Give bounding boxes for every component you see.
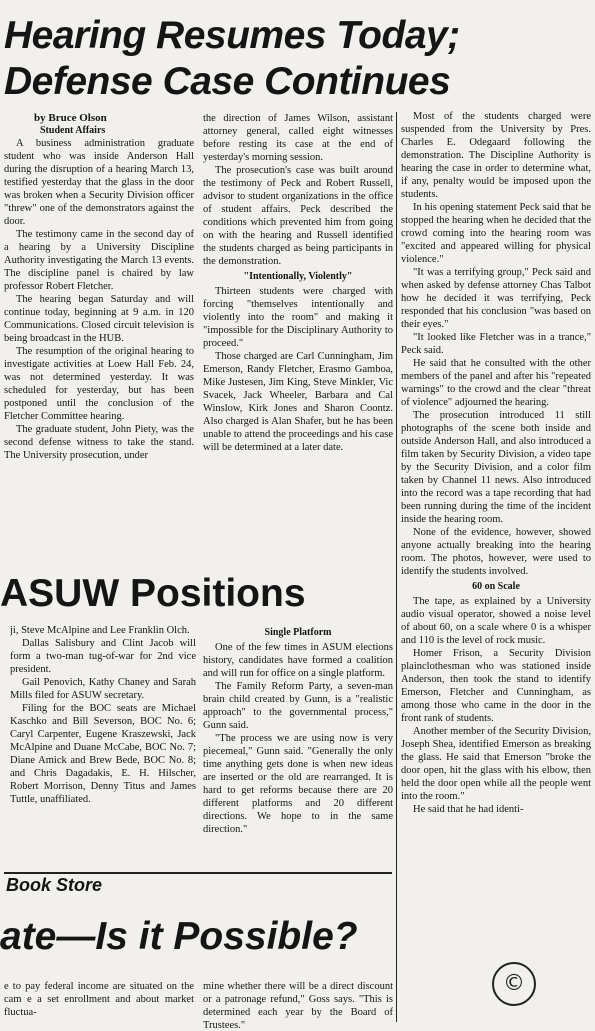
story-column-2 xyxy=(203,112,393,556)
story-paragraph: The hearing began Saturday and will continue today, beginning at 9 a.m. in 120 Communications. Closed circuit television is being broadcast in the HUB. xyxy=(4,294,194,344)
asuw-column-1 xyxy=(10,624,196,870)
story-paragraph: The Family Reform Party, a seven-man brain child created by Gunn, is a "realistic approach" to the governmental process," Gunn said. xyxy=(203,681,393,731)
story-paragraph: He said that he had identi- xyxy=(413,804,524,815)
story-paragraph: "The process we are using now is very piecemeal," Gunn said. "Generally the only time anything gets done is when new ideas are inserted or the old are rearranged. It is hard to get reforms because there are 20 different platforms and 20 different directions. We hope to in the same direction." xyxy=(203,733,393,835)
story-paragraph: The prosecution introduced 11 still photographs of the scene both inside and outside Anderson Hall, and also introduced a film taken by Security Division, a video tape by the Security Division, and a color film taken by Channel 11 news. Also introduced into the record was a tape recording that had been running during the time of the incident inside the hearing room. xyxy=(401,410,591,525)
subhead-intentionally-violently: "Intentionally, Violently" xyxy=(243,271,353,282)
story-paragraph: Gail Penovich, Kathy Chaney and Sarah Mills filed for ASUW secretary. xyxy=(10,677,196,701)
story-paragraph: "It was a terrifying group," Peck said and when asked by defense attorney Chas Talbot how he decided it was terrifying, Peck responded that his conclusion "was based on their eyes." xyxy=(401,267,591,330)
headline-line-2: Defense Case Continues xyxy=(4,60,451,103)
story-paragraph: Another member of the Security Division, Joseph Shea, identified Emerson as breaking the glass. He said that Emerson "broke the door open, hit the glass with his elbow, then held the door open while all the people went into the room." xyxy=(401,726,591,802)
story-paragraph: The prosecution's case was built around the testimony of Peck and Robert Russell, advisor to student organizations in the office of student affairs. Peck described the conditions which prevented him from going on with the hearing and Russell identified the students charged as being participants in the demonstration. xyxy=(203,165,393,267)
story-paragraph: The graduate student, John Piety, was the second defense witness to take the stand. The University prosecution, under xyxy=(4,424,194,461)
story-paragraph: The resumption of the original hearing to investigate activities at Loew Hall Feb. 24, was not determined yesterday. It was scheduled for yesterday, but has been postponed until the conclusion of the Fletcher Committee hearing. xyxy=(4,346,194,422)
story-paragraph: A business administration graduate student who was inside Anderson Hall during the disruption of a hearing March 13, testified yesterday that the glass in the door was broken when a Security Division officer "threw" one of the demonstrators against the door. xyxy=(4,138,194,227)
copyright-stamp-icon: © xyxy=(492,962,536,1006)
story-paragraph: Those charged are Carl Cunningham, Jim Emerson, Randy Fletcher, Erasmo Gamboa, Mike Justesen, Jim King, Steve Minkler, Vic Svacek, Jack Wheeler, Barbara and Cal Winslow, Kirk Jones and Sharon Coontz. Also charged is Alan Shafer, but he has been unable to attend the proceedings and his case will be determined at a later date. xyxy=(203,351,393,453)
byline-name: by Bruce Olson xyxy=(34,112,107,124)
story-paragraph: None of the evidence, however, showed anyone actually breaking into the hearing room. The photos, however, were used to identify the students involved. xyxy=(401,527,591,577)
subhead-single-platform: Single Platform xyxy=(264,627,332,638)
bookstore-kicker: Book Store xyxy=(6,875,103,895)
story-paragraph: Homer Frison, a Security Division plainclothesman who was stationed inside Anderson, then took the stand to identify Emerson, Fletcher and Cunningham, as among those who came in the door in the front rank of students. xyxy=(401,648,591,724)
story-paragraph: The testimony came in the second day of a hearing by a University Discipline Authority investigating the March 13 events. The discipline panel is chaired by law professor Robert Fletcher. xyxy=(4,229,194,292)
story-paragraph: ji, Steve McAlpine and Lee Franklin Olch. xyxy=(10,625,190,636)
story-paragraph: mine whether there will be a direct discount or a patronage refund," Goss says. "This is determined each year by the Board of Trustees." xyxy=(203,981,393,1030)
headline-line-1: Hearing Resumes Today; xyxy=(4,14,460,57)
column-divider xyxy=(396,112,397,1022)
story-column-3 xyxy=(401,110,591,1028)
story-paragraph: e to pay federal income are situated on the cam e a set enrollment and about market fluctua- xyxy=(4,981,194,1018)
story-column-1 xyxy=(4,112,194,556)
byline-desk: Student Affairs xyxy=(40,125,106,136)
bookstore-headline: ate—Is it Possible? xyxy=(0,915,358,958)
asuw-column-2 xyxy=(203,624,393,870)
story-paragraph: Filing for the BOC seats are Michael Kaschko and Bill Severson, BOC No. 6; Caryl Carpenter, Eugene Kraszewski, Jack McAlpine and Duane McCabe, BOC No. 7; Diane Amick and Brew Bede, BOC No. 8; and Chris Dagadakis, E. H. Hilscher, Robert Morrison, Denny Titus and James Tuttle, unaffiliated. xyxy=(10,703,196,805)
story-paragraph: the direction of James Wilson, assistant attorney general, called eight witnesses before resting its case at the end of yesterday's morning session. xyxy=(203,113,393,163)
story-paragraph: Most of the students charged were suspended from the University by Pres. Charles E. Odegaard following the demonstration. The Discipline Authority is hearing the case in order to determine what, if any, penalty would be imposed upon the students. xyxy=(401,111,591,200)
story-paragraph: He said that he consulted with the other members of the panel and after his "repeated warnings" to the crowd and the clear "threat of violence" adjourned the hearing. xyxy=(401,358,591,408)
bookstore-column-1 xyxy=(4,980,194,1030)
story-paragraph: One of the few times in ASUM elections history, candidates have formed a coalition and will run for office on a single platform. xyxy=(203,642,393,679)
story-paragraph: "It looked like Fletcher was in a trance," Peck said. xyxy=(401,332,591,356)
story-paragraph: Dallas Salisbury and Clint Jacob will form a two-man tug-of-war for 2nd vice president. xyxy=(10,638,196,675)
story-paragraph: The tape, as explained by a University audio visual operator, showed a noise level of about 60, on a scale where 0 is a whisper and 110 is the level of rock music. xyxy=(401,596,591,646)
subhead-60-on-scale: 60 on Scale xyxy=(472,581,520,592)
bookstore-column-2 xyxy=(203,980,393,1030)
story-paragraph: In his opening statement Peck said that he stopped the hearing when he decided that the crowd coming into the hearing room was "excited and appeared willing for physical violence." xyxy=(401,202,591,265)
asuw-headline: ASUW Positions xyxy=(0,572,306,615)
story-paragraph: Thirteen students were charged with forcing "themselves intentionally and violently into the room" and making it "impossible for the Disciplinary Authority to proceed." xyxy=(203,286,393,349)
